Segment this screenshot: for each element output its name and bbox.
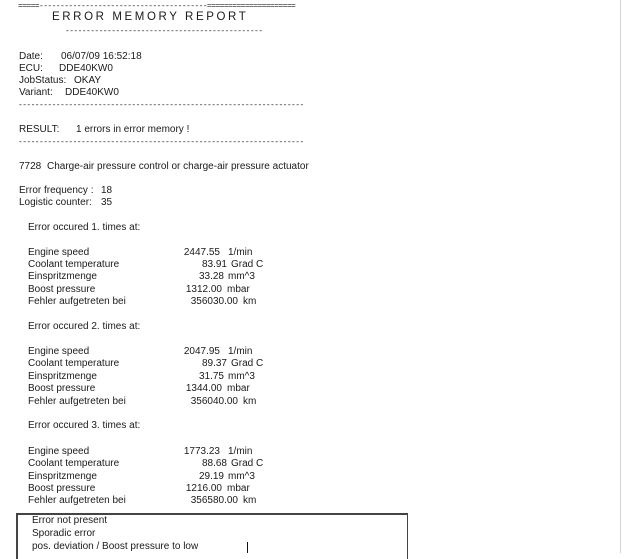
param-value: 88.68 xyxy=(201,458,227,469)
param-value: 29.19 xyxy=(198,471,224,482)
param-unit: km xyxy=(243,396,257,407)
error-code: 7728 xyxy=(19,161,42,172)
top-rule: =====----------------------------------------===================== xyxy=(18,2,296,11)
error-description: Charge-air pressure control or charge-air pressure actuator xyxy=(47,161,309,172)
param-label: Einspritzmenge xyxy=(28,471,97,482)
param-label: Coolant temperature xyxy=(28,259,120,270)
param-value: 1216.00 xyxy=(185,483,222,494)
param-label: Engine speed xyxy=(28,446,90,457)
param-value: 2047.95 xyxy=(183,346,220,357)
param-value: 1312.00 xyxy=(185,284,222,295)
frequency-value: 18 xyxy=(101,185,113,196)
param-label: Engine speed xyxy=(28,247,90,258)
param-value: 356030.00 xyxy=(190,296,238,307)
param-label: Coolant temperature xyxy=(28,358,120,369)
date-label: Date: xyxy=(19,51,43,62)
param-value: 31.75 xyxy=(198,371,224,382)
param-unit: mbar xyxy=(227,284,250,295)
param-label: Einspritzmenge xyxy=(28,271,97,282)
date-value: 06/07/09 16:52:18 xyxy=(61,51,142,62)
occurrence-heading: Error occured 1. times at: xyxy=(28,222,141,233)
param-unit: 1/min xyxy=(228,247,253,258)
param-unit: mm^3 xyxy=(228,471,255,482)
param-unit: km xyxy=(243,495,257,506)
param-unit: Grad C xyxy=(231,358,264,369)
param-label: Boost pressure xyxy=(28,483,96,494)
frequency-label: Error frequency : xyxy=(19,185,94,196)
param-label: Boost pressure xyxy=(28,383,96,394)
param-unit: 1/min xyxy=(228,346,253,357)
param-value: 1773.23 xyxy=(183,446,220,457)
param-label: Fehler aufgetreten bei xyxy=(28,495,126,506)
jobstatus-label: JobStatus: xyxy=(19,75,67,86)
param-unit: mm^3 xyxy=(228,271,255,282)
separator-2: -------------------------------------------------------------------- xyxy=(18,138,304,147)
param-value: 33.28 xyxy=(198,271,224,282)
result-value: 1 errors in error memory ! xyxy=(76,124,190,135)
param-label: Engine speed xyxy=(28,346,90,357)
param-unit: mbar xyxy=(227,483,250,494)
title-underline: ----------------------------------------------- xyxy=(65,27,263,36)
text-cursor xyxy=(247,542,248,553)
param-label: Boost pressure xyxy=(28,284,96,295)
status-line-1: Error not present xyxy=(32,515,108,526)
page-edge-line xyxy=(620,0,621,553)
param-unit: km xyxy=(243,296,257,307)
param-unit: 1/min xyxy=(228,446,253,457)
variant-label: Variant: xyxy=(19,87,53,98)
param-value: 2447.55 xyxy=(183,247,220,258)
report-title: ERROR MEMORY REPORT xyxy=(52,11,249,23)
param-label: Fehler aufgetreten bei xyxy=(28,296,126,307)
logistic-label: Logistic counter: xyxy=(19,197,92,208)
variant-value: DDE40KW0 xyxy=(65,87,119,98)
param-label: Einspritzmenge xyxy=(28,371,97,382)
status-line-2: Sporadic error xyxy=(32,528,96,539)
param-value: 356040.00 xyxy=(190,396,238,407)
param-value: 356580.00 xyxy=(190,495,238,506)
jobstatus-value: OKAY xyxy=(74,75,102,86)
param-unit: Grad C xyxy=(231,458,264,469)
param-label: Fehler aufgetreten bei xyxy=(28,396,126,407)
param-unit: mbar xyxy=(227,383,250,394)
param-value: 83.91 xyxy=(201,259,227,270)
param-unit: mm^3 xyxy=(228,371,255,382)
ecu-value: DDE40KW0 xyxy=(59,63,113,74)
ecu-label: ECU: xyxy=(19,63,43,74)
param-unit: Grad C xyxy=(231,259,264,270)
result-label: RESULT: xyxy=(19,124,60,135)
param-label: Coolant temperature xyxy=(28,458,120,469)
occurrence-heading: Error occured 3. times at: xyxy=(28,420,141,431)
separator-1: -------------------------------------------------------------------- xyxy=(18,101,304,110)
status-line-3: pos. deviation / Boost pressure to low xyxy=(32,541,199,552)
logistic-value: 35 xyxy=(101,197,113,208)
occurrence-heading: Error occured 2. times at: xyxy=(28,321,141,332)
param-value: 89.37 xyxy=(201,358,227,369)
param-value: 1344.00 xyxy=(185,383,222,394)
